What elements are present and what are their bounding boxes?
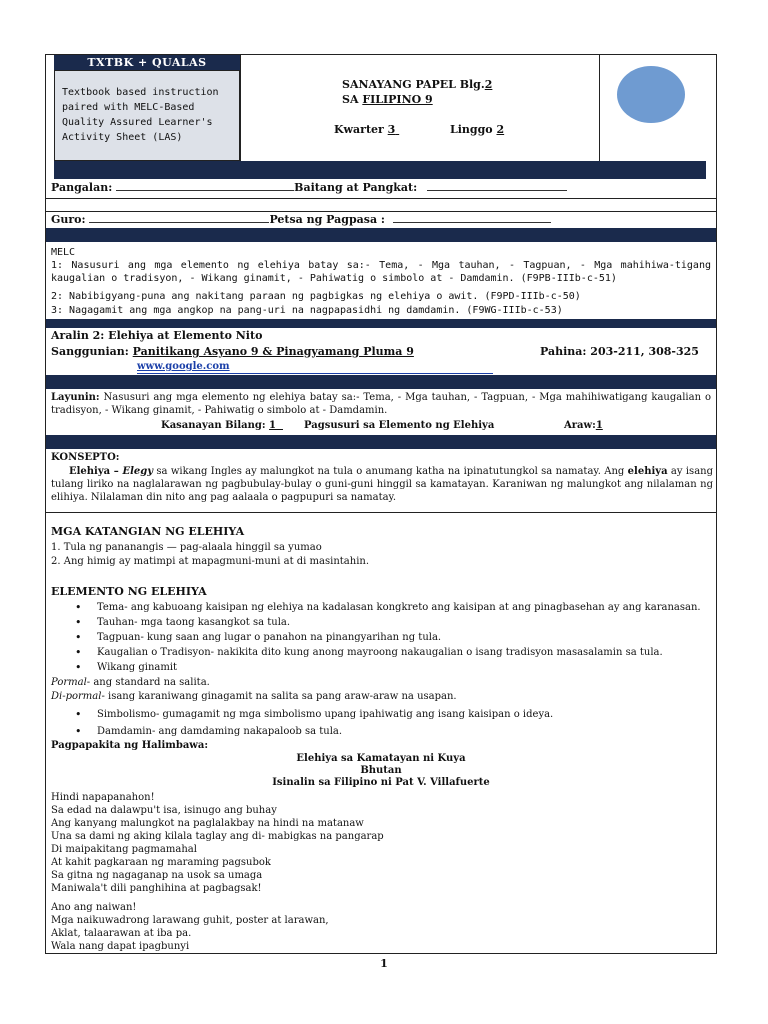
header-band xyxy=(54,161,706,179)
pahina: Pahina: 203-211, 308-325 xyxy=(540,345,699,358)
poem-line: Ano ang naiwan! xyxy=(51,902,137,913)
poem-line: Mga naikuwadrong larawang guhit, poster at larawan, xyxy=(51,915,329,926)
poem-line: Sa edad na dalawpu't isa, isinugo ang buhay xyxy=(51,805,277,816)
elemento-list-2 xyxy=(51,706,711,740)
list-item: • Simbolismo- gumagamit ng mga simbolismo upang ipahiwatig ang isang kaisipan o ideya. xyxy=(51,706,711,723)
sanggunian-value: Panitikang Asyano 9 & Pinagyamang Pluma 9 xyxy=(132,345,414,358)
school-logo xyxy=(617,66,685,123)
sanayang-papel-title: SANAYANG PAPEL Blg.2 xyxy=(342,78,493,91)
poem-stanza-1 xyxy=(51,791,384,895)
poem-line: Aklat, talaarawan at iba pa. xyxy=(51,928,192,939)
google-link[interactable]: www.google.com xyxy=(137,360,493,374)
header-badge-text: TXTBK + QUALAS xyxy=(87,56,207,69)
baitang-label: Baitang at Pangkat: xyxy=(294,181,418,194)
pagsusuri-title: Pagsusuri sa Elemento ng Elehiya xyxy=(304,420,495,431)
katangian-item-1: 1. Tula ng pananangis — pag-alaala hinggil sa yumao xyxy=(51,542,322,553)
layunin-text: Layunin: Nasusuri ang mga elemento ng elehiya batay sa:- Tema, - Mga tauhan, - Tagpuan, - Mga mahihiwatigang kaugalian o tradisyon, - Wikang ginamit, - Pahiwatig o simbolo at - Damdamin. xyxy=(51,392,711,416)
section-band xyxy=(46,375,716,389)
list-item: • Tauhan- mga taong kasangkot sa tula. xyxy=(51,615,711,630)
pangalan-label: Pangalan: xyxy=(51,181,113,194)
header-divider-left xyxy=(240,55,241,161)
poem-line: Sa gitna ng nagaganap na usok sa umaga xyxy=(51,870,263,881)
pormal-definition: Pormal- ang standard na salita. xyxy=(51,677,210,688)
baitang-input[interactable] xyxy=(427,180,567,191)
rule xyxy=(46,198,716,199)
melc-item-3: 3: Nagagamit ang mga angkop na pang-uri na nagpapasidhi ng damdamin. (F9WG-IIIb-c-53) xyxy=(51,305,563,316)
guro-input[interactable] xyxy=(89,212,269,223)
elemento-list-1 xyxy=(51,600,711,675)
worksheet-page xyxy=(45,54,717,954)
araw-field: Araw:1 xyxy=(564,420,603,431)
guro-row xyxy=(51,212,551,227)
poem-line: At kahit pagkaraan ng maraming pagsubok xyxy=(51,857,271,868)
poem-line: Hindi napapanahon! xyxy=(51,792,155,803)
poem-line: Wala nang dapat ipagbunyi xyxy=(51,941,190,952)
poem-line: Una sa dami ng aking kilala taglay ang di- mabigkas na pangarap xyxy=(51,831,384,842)
petsa-input[interactable] xyxy=(393,212,551,223)
melc-item-2: 2: Nabibigyang-puna ang nakitang paraan ng pagbigkas ng elehiya o awit. (F9PD-IIIb-c-50) xyxy=(51,291,581,302)
poem-line: Maniwala't dili panghihina at pagbagsak! xyxy=(51,883,262,894)
pangalan-input[interactable] xyxy=(116,180,294,191)
pangalan-row xyxy=(51,180,567,195)
list-item: • Tema- ang kabuoang kaisipan ng elehiya na kadalasan kongkreto ang kaisipan at ang pinagbasehan ay ang karanasan. xyxy=(51,600,711,615)
subject-title: SA FILIPINO 9 xyxy=(342,93,433,106)
list-item: • Tagpuan- kung saan ang lugar o panahon na pinangyarihan ng tula. xyxy=(51,630,711,645)
linggo-field: Linggo 2 xyxy=(450,123,505,136)
rule xyxy=(46,512,716,513)
poem-translator: Isinalin sa Filipino ni Pat V. Villafuerte xyxy=(272,777,490,788)
list-item: • Kaugalian o Tradisyon- nakikita dito kung anong mayroong nakaugalian o isang tradisyon masasalamin sa tula. xyxy=(51,645,711,660)
sanggunian-label: Sanggunian: xyxy=(51,345,129,358)
petsa-label: Petsa ng Pagpasa : xyxy=(269,213,385,226)
melc-heading: MELC xyxy=(51,247,76,258)
header-divider-right xyxy=(599,55,600,161)
konsepto-text: Elehiya – Elegy sa wikang Ingles ay malungkot na tula o anumang katha na ipinatutungkol sa namatay. Ang elehiya ay isang tulang liriko na naglalarawan ng pagbubulay-bulay o guni-guni hinggil sa kamatayan. Karaniwan ng malungkot ang nilalaman ng elihiya. Nilalaman din nito ang pag aalaala o pagpupuri sa namatay. xyxy=(51,466,713,503)
halimbawa-heading: Pagpapakita ng Halimbawa: xyxy=(51,740,209,751)
katangian-item-2: 2. Ang himig ay matimpi at mapagmuni-muni at di masintahin. xyxy=(51,556,370,567)
section-band xyxy=(46,319,716,328)
poem-line: Di maipakitang pagmamahal xyxy=(51,844,197,855)
header-description: Textbook based instruction paired with MELC-Based Quality Assured Learner's Activity Sheet (LAS) xyxy=(62,87,219,143)
list-item: • Damdamin- ang damdaming nakapaloob sa tula. xyxy=(51,723,711,740)
list-item: • Wikang ginamit xyxy=(51,660,711,675)
elemento-heading: ELEMENTO NG ELEHIYA xyxy=(51,585,207,598)
header-description-box xyxy=(54,70,240,161)
guro-label: Guro: xyxy=(51,213,86,226)
poem-title: Elehiya sa Kamatayan ni Kuya xyxy=(296,753,466,764)
poem-stanza-2 xyxy=(51,901,329,953)
poem-line: Ang kanyang malungkot na paglalakbay na hindi na matanaw xyxy=(51,818,364,829)
konsepto-heading: KONSEPTO: xyxy=(51,452,120,463)
aralin-title: Aralin 2: Elehiya at Elemento Nito xyxy=(51,329,263,342)
melc-item-1: 1: Nasusuri ang mga elemento ng elehiya batay sa:- Tema, - Mga tauhan, - Tagpuan, - Mga mahihiwa-tigang kaugalian o tradisyon, - Wikang ginamit, - Pahiwatig o simbolo at - Damdamin. (F9PB-IIIb-c-51) xyxy=(51,260,711,284)
section-band xyxy=(46,435,716,449)
poem-origin: Bhutan xyxy=(360,765,402,776)
sanggunian-row xyxy=(51,345,414,359)
katangian-heading: MGA KATANGIAN NG ELEHIYA xyxy=(51,525,245,538)
di-pormal-definition: Di-pormal- isang karaniwang ginagamit na salita sa pang araw-araw na usapan. xyxy=(51,691,457,702)
section-band xyxy=(46,228,716,242)
kasanayan-row: Kasanayan Bilang: 1 xyxy=(161,420,277,431)
kwarter-field: Kwarter 3 xyxy=(334,123,396,136)
page-number: 1 xyxy=(380,957,388,970)
header-badge xyxy=(54,55,240,70)
